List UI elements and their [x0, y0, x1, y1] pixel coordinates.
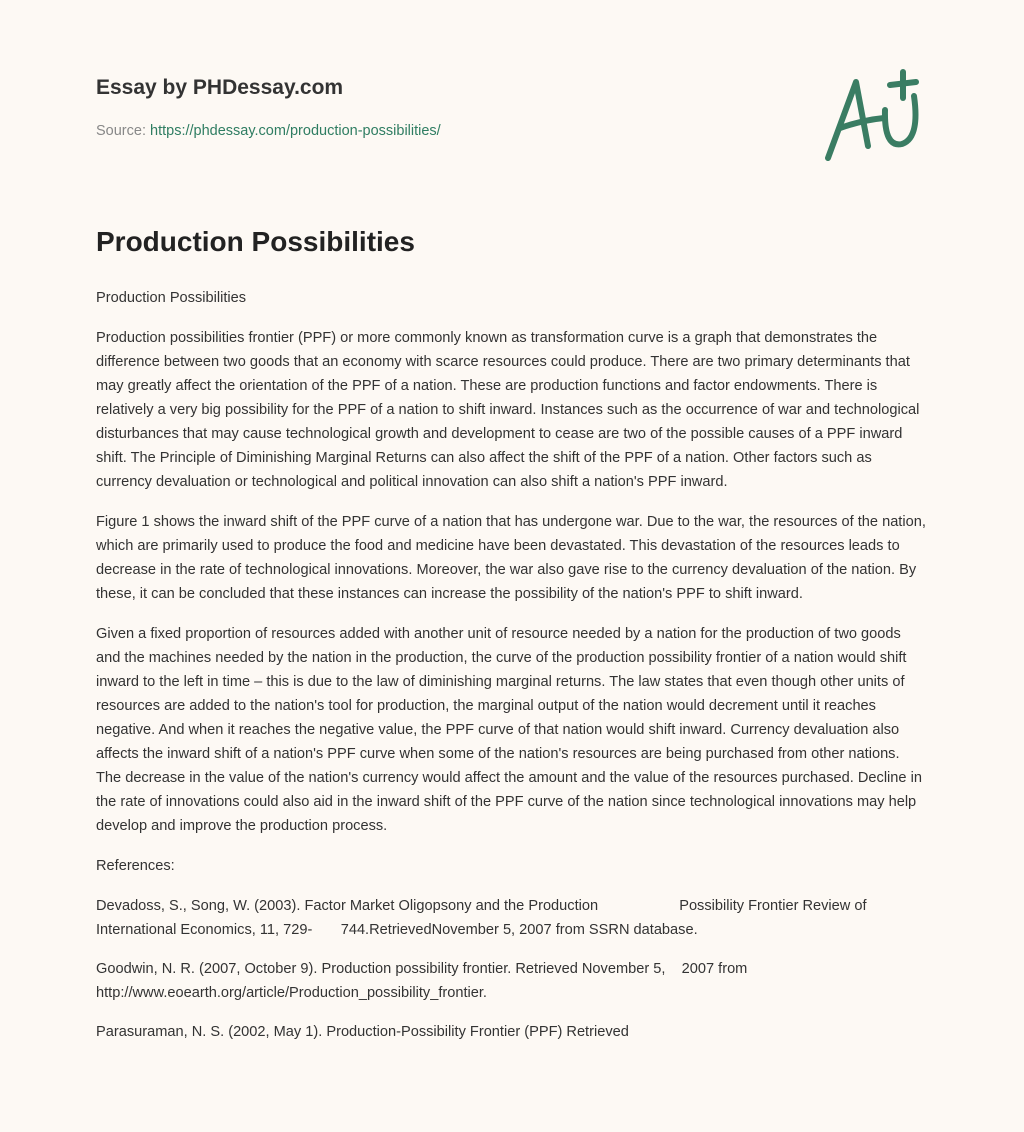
a-plus-logo-icon	[818, 68, 928, 168]
site-brand: Essay by PHDessay.com	[96, 76, 344, 99]
essay-body	[96, 286, 928, 1059]
paragraph: Given a fixed proportion of resources added with another unit of resource needed by a nation for the production of two goods and the machines needed by the nation in the production, the curve of the production possibility frontier of a nation would shift inward to the left in time – this is due to the law of diminishing marginal returns. The law states that even though other units of resources are added to the nation's tool for production, the marginal output of the nation would decrement until it reaches negative. And when it reaches the negative value, the PPF curve of that nation would shift inward. Currency devaluation also affects the inward shift of a nation's PPF curve when some of the nation's resources are being purchased from other nations. The decrease in the value of the nation's currency would affect the amount and the value of the resources purchased. Decline in the rate of innovations could also aid in the inward shift of the PPF curve of the nation since technological innovations may help develop and improve the production process.	[96, 626, 922, 834]
reference-item: Parasuraman, N. S. (2002, May 1). Production-Possibility Frontier (PPF) Retrieved	[96, 1024, 629, 1040]
source-line	[96, 123, 441, 139]
page-title: Production Possibilities	[96, 226, 415, 257]
reference-item: Goodwin, N. R. (2007, October 9). Production possibility frontier. Retrieved November 5, 2007 from http://www.eoearth.org/article/Production_possibility_frontier.	[96, 961, 752, 1001]
essay-subtitle: Production Possibilities	[96, 290, 247, 306]
references-heading: References:	[96, 858, 175, 874]
source-label: Source:	[96, 123, 146, 139]
paragraph: Figure 1 shows the inward shift of the PPF curve of a nation that has undergone war. Due to the war, the resources of the nation, which are primarily used to produce the food and medicine have been devastated. This devastation of the resources leads to decrease in the rate of technological innovations. Moreover, the war also gave rise to the currency devaluation of the nation. By these, it can be concluded that these instances can increase the possibility of the nation's PPF to shift inward.	[96, 514, 926, 602]
reference-item: Devadoss, S., Song, W. (2003). Factor Market Oligopsony and the Production Possibility Frontier Review of International Economics, 11, 729- 744.RetrievedNovember 5, 2007 from SSRN database.	[96, 898, 871, 938]
source-link[interactable]: https://phdessay.com/production-possibilities/	[150, 123, 441, 139]
paragraph: Production possibilities frontier (PPF) or more commonly known as transformation curve is a graph that demonstrates the difference between two goods that an economy with scarce resources could produce. There are two primary determinants that may greatly affect the orientation of the PPF of a nation. These are production functions and factor endowments. There is relatively a very big possibility for the PPF of a nation to shift inward. Instances such as the occurrence of war and technological disturbances that may cause technological growth and development to cease are two of the possible causes of a PPF inward shift. The Principle of Diminishing Marginal Returns can also affect the shift of the PPF of a nation. Other factors such as currency devaluation or technological and political innovation can also shift a nation's PPF inward.	[96, 330, 920, 490]
